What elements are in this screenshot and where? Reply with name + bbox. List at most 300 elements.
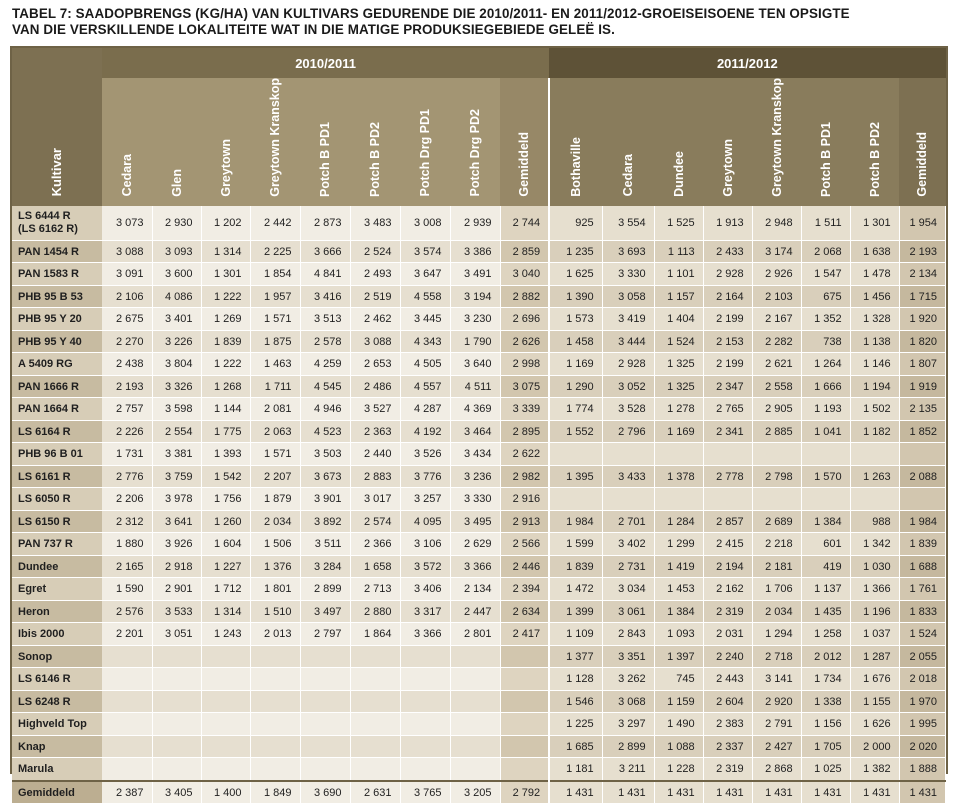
season-header-row [12,48,946,78]
avg-2010-cell: 2 446 [500,555,549,578]
value-2011-cell: 1 258 [801,623,850,646]
table-row [12,263,946,286]
value-2011-cell: 1 377 [549,645,602,668]
value-2010-cell: 3 901 [300,488,350,511]
value-2011-cell: 1 294 [752,623,801,646]
value-2011-cell: 601 [801,533,850,556]
kultivar-cell [12,600,102,623]
value-2011-cell: 1 284 [654,510,703,533]
table-row [12,443,946,466]
col-header-label: Potch B PD2 [867,121,882,197]
kultivar-name-alt: (LS 6162 R) [18,222,78,235]
value-2011-cell: 2 765 [703,398,752,421]
kultivar-name: Dundee [18,560,59,573]
table-row [12,713,946,736]
value-2010-cell: 1 314 [201,240,250,263]
value-2011-cell: 738 [801,330,850,353]
kultivar-cell [12,375,102,398]
value-2010-cell: 3 091 [102,263,152,286]
value-2010-cell: 3 205 [450,781,500,804]
avg-2010-cell: 2 913 [500,510,549,533]
value-2010-cell: 2 713 [350,578,400,601]
col-header-2011-1 [602,78,654,206]
table-row [12,578,946,601]
value-2010-cell [450,758,500,781]
value-2010-cell [400,758,450,781]
value-2010-cell: 4 095 [400,510,450,533]
kultivar-cell [12,206,102,241]
value-2010-cell: 2 901 [152,578,201,601]
value-2011-cell: 1 088 [654,735,703,758]
kultivar-cell [12,240,102,263]
value-2010-cell: 4 505 [400,353,450,376]
avg-2010-cell: 2 895 [500,420,549,443]
value-2011-cell: 1 159 [654,690,703,713]
value-2010-cell: 2 629 [450,533,500,556]
value-2011-cell [549,443,602,466]
value-2010-cell: 2 447 [450,600,500,623]
value-2011-cell: 1 395 [549,465,602,488]
value-2010-cell: 3 574 [400,240,450,263]
value-2010-cell [102,645,152,668]
value-2010-cell: 3 673 [300,465,350,488]
value-2011-cell: 1 552 [549,420,602,443]
avg-2011-cell: 1 852 [899,420,945,443]
col-header-2010-1 [152,78,201,206]
value-2010-cell [152,645,201,668]
table-body [12,206,946,804]
value-2011-cell: 2 031 [703,623,752,646]
value-2010-cell [250,690,300,713]
kultivar-name: Ibis 2000 [18,628,65,641]
value-2011-cell: 2 798 [752,465,801,488]
value-2010-cell [201,645,250,668]
value-2010-cell: 2 106 [102,285,152,308]
value-2010-cell: 2 797 [300,623,350,646]
value-2011-cell: 2 199 [703,308,752,331]
value-2011-cell: 3 174 [752,240,801,263]
avg-2011-cell: 1 807 [899,353,945,376]
value-2011-cell: 1 109 [549,623,602,646]
avg-2010-cell: 2 626 [500,330,549,353]
value-2011-cell: 1 525 [654,206,703,241]
value-2010-cell: 1 957 [250,285,300,308]
value-2010-cell: 2 899 [300,578,350,601]
value-2010-cell: 2 930 [152,206,201,241]
value-2011-cell: 2 282 [752,330,801,353]
value-2011-cell: 1 431 [752,781,801,804]
value-2010-cell [350,668,400,691]
value-2010-cell: 2 486 [350,375,400,398]
value-2010-cell: 3 445 [400,308,450,331]
avg-2011-cell: 1 820 [899,330,945,353]
value-2010-cell: 1 301 [201,263,250,286]
value-2010-cell: 2 918 [152,555,201,578]
value-2010-cell: 1 880 [102,533,152,556]
avg-2011-cell: 2 055 [899,645,945,668]
value-2011-cell: 1 390 [549,285,602,308]
value-2010-cell: 2 387 [102,781,152,804]
value-2010-cell: 1 571 [250,443,300,466]
value-2011-cell [602,488,654,511]
col-header-label: Potch B PD1 [318,121,333,197]
value-2011-cell: 1 676 [850,668,899,691]
value-2011-cell: 3 061 [602,600,654,623]
value-2010-cell: 2 493 [350,263,400,286]
value-2011-cell: 1 338 [801,690,850,713]
value-2011-cell: 2 167 [752,308,801,331]
value-2010-cell: 2 519 [350,285,400,308]
col-header-label: Greytown Kranskop [268,78,283,197]
value-2011-cell: 1 228 [654,758,703,781]
value-2011-cell: 1 196 [850,600,899,623]
value-2011-cell: 1 839 [549,555,602,578]
value-2010-cell: 2 312 [102,510,152,533]
avg-2011-cell: 2 193 [899,240,945,263]
value-2010-cell: 2 939 [450,206,500,241]
avg-2010-cell: 2 622 [500,443,549,466]
value-2010-cell: 3 511 [300,533,350,556]
kultivar-cell [12,735,102,758]
value-2010-cell [300,735,350,758]
value-2011-cell: 1 264 [801,353,850,376]
value-2011-cell: 3 433 [602,465,654,488]
avg-2010-cell [500,668,549,691]
value-2010-cell: 3 926 [152,533,201,556]
kultivar-header [12,48,102,206]
value-2010-cell: 2 363 [350,420,400,443]
value-2010-cell: 1 604 [201,533,250,556]
avg-2010-cell: 2 916 [500,488,549,511]
value-2010-cell [152,735,201,758]
value-2010-cell [350,713,400,736]
value-2010-cell: 2 226 [102,420,152,443]
value-2011-cell: 2 000 [850,735,899,758]
kultivar-cell [12,330,102,353]
value-2010-cell: 3 804 [152,353,201,376]
value-2010-cell [152,690,201,713]
value-2011-cell: 2 791 [752,713,801,736]
value-2010-cell: 1 775 [201,420,250,443]
col-header-label: Bothaville [569,137,584,197]
value-2010-cell: 4 558 [400,285,450,308]
value-2010-cell: 2 270 [102,330,152,353]
value-2011-cell: 2 164 [703,285,752,308]
value-2010-cell: 1 314 [201,600,250,623]
value-2011-cell: 1 290 [549,375,602,398]
value-2010-cell [250,713,300,736]
col-header-label: Greytown [218,139,233,197]
col-header-label: Gemiddeld [517,132,532,197]
value-2010-cell: 2 554 [152,420,201,443]
kultivar-cell [12,578,102,601]
col-header-label: Glen [169,168,184,197]
average-row [12,781,946,804]
value-2011-cell: 1 138 [850,330,899,353]
avg-2010-cell: 2 744 [500,206,549,241]
value-2011-cell: 3 693 [602,240,654,263]
value-2011-cell: 419 [801,555,850,578]
kultivar-cell [12,668,102,691]
kultivar-name: LS 6164 R [18,425,71,438]
value-2011-cell: 1 169 [549,353,602,376]
kultivar-name: PAN 1454 R [18,245,79,258]
value-2010-cell: 2 653 [350,353,400,376]
kultivar-cell [12,465,102,488]
table-row [12,600,946,623]
value-2010-cell: 4 545 [300,375,350,398]
kultivar-name: PAN 1583 R [18,268,79,281]
value-2011-cell: 925 [549,206,602,241]
value-2011-cell [850,488,899,511]
kultivar-cell [12,285,102,308]
value-2011-cell: 1 490 [654,713,703,736]
value-2011-cell: 3 419 [602,308,654,331]
value-2011-cell: 1 397 [654,645,703,668]
table-row [12,465,946,488]
value-2011-cell: 2 885 [752,420,801,443]
kultivar-cell [12,263,102,286]
value-2011-cell: 1 384 [654,600,703,623]
value-2011-cell: 2 843 [602,623,654,646]
value-2010-cell: 3 381 [152,443,201,466]
value-2011-cell: 1 193 [801,398,850,421]
value-2010-cell: 3 401 [152,308,201,331]
value-2011-cell: 1 301 [850,206,899,241]
avg-2011-cell: 1 839 [899,533,945,556]
value-2010-cell [400,690,450,713]
value-2011-cell: 1 137 [801,578,850,601]
value-2010-cell: 1 712 [201,578,250,601]
value-2011-cell: 1 913 [703,206,752,241]
value-2011-cell: 1 278 [654,398,703,421]
value-2010-cell: 1 590 [102,578,152,601]
value-2010-cell: 3 284 [300,555,350,578]
value-2010-cell: 1 400 [201,781,250,804]
value-2010-cell: 1 711 [250,375,300,398]
value-2010-cell: 1 243 [201,623,250,646]
value-2011-cell: 1 182 [850,420,899,443]
value-2011-cell: 1 384 [801,510,850,533]
value-2011-cell: 1 101 [654,263,703,286]
col-header-2010-4 [300,78,350,206]
value-2011-cell: 2 103 [752,285,801,308]
value-2010-cell: 3 495 [450,510,500,533]
value-2010-cell: 3 416 [300,285,350,308]
value-2011-cell: 2 181 [752,555,801,578]
season-2011-header: 2011/2012 [549,48,945,78]
kultivar-cell [12,353,102,376]
value-2011-cell: 3 351 [602,645,654,668]
value-2010-cell: 2 578 [300,330,350,353]
value-2011-cell: 1 472 [549,578,602,601]
value-2010-cell: 3 088 [102,240,152,263]
value-2011-cell: 1 524 [654,330,703,353]
value-2010-cell: 1 227 [201,555,250,578]
value-2010-cell: 4 841 [300,263,350,286]
value-2010-cell [400,713,450,736]
yield-table-frame [10,46,948,799]
value-2010-cell: 3 640 [450,353,500,376]
kultivar-cell [12,308,102,331]
value-2011-cell: 1 194 [850,375,899,398]
col-header-2011-2 [654,78,703,206]
value-2011-cell: 2 319 [703,600,752,623]
value-2011-cell: 1 458 [549,330,602,353]
avg-2011-cell: 2 020 [899,735,945,758]
value-2010-cell [450,645,500,668]
value-2010-cell: 3 464 [450,420,500,443]
value-2011-cell [801,488,850,511]
value-2010-cell: 2 206 [102,488,152,511]
value-2010-cell: 3 600 [152,263,201,286]
avg-2011-cell [899,443,945,466]
kultivar-cell [12,555,102,578]
value-2011-cell: 1 570 [801,465,850,488]
value-2010-cell: 3 073 [102,206,152,241]
value-2010-cell: 3 598 [152,398,201,421]
col-header-2011-5 [801,78,850,206]
value-2010-cell: 3 572 [400,555,450,578]
value-2010-cell [300,690,350,713]
table-row [12,510,946,533]
value-2010-cell: 1 658 [350,555,400,578]
value-2010-cell: 1 790 [450,330,500,353]
avg-2010-cell: 2 982 [500,465,549,488]
kultivar-name: Heron [18,605,50,618]
value-2011-cell: 2 012 [801,645,850,668]
value-2010-cell: 2 462 [350,308,400,331]
avg-2010-cell [500,645,549,668]
value-2010-cell [300,758,350,781]
avg-2011-cell: 1 920 [899,308,945,331]
avg-2011-cell: 1 431 [899,781,945,804]
value-2010-cell: 2 675 [102,308,152,331]
value-2010-cell: 2 165 [102,555,152,578]
value-2011-cell: 2 558 [752,375,801,398]
avg-2011-cell: 1 888 [899,758,945,781]
avg-2011-cell: 1 954 [899,206,945,241]
col-header-2010-7 [450,78,500,206]
value-2011-cell [752,488,801,511]
avg-2011-cell: 1 715 [899,285,945,308]
avg-2011-cell: 1 995 [899,713,945,736]
table-row [12,690,946,713]
value-2010-cell: 2 883 [350,465,400,488]
kultivar-name: Gemiddeld [18,786,75,799]
col-header-label: Cedara [120,154,135,197]
value-2010-cell: 3 051 [152,623,201,646]
value-2010-cell: 3 406 [400,578,450,601]
value-2010-cell: 3 366 [450,555,500,578]
value-2010-cell: 2 873 [300,206,350,241]
value-2011-cell: 988 [850,510,899,533]
kultivar-name: Knap [18,740,46,753]
value-2010-cell: 1 222 [201,285,250,308]
value-2010-cell: 1 260 [201,510,250,533]
value-2010-cell [201,690,250,713]
kultivar-cell [12,645,102,668]
col-header-2011-4 [752,78,801,206]
value-2011-cell [752,443,801,466]
value-2010-cell: 1 731 [102,443,152,466]
value-2010-cell: 2 438 [102,353,152,376]
value-2011-cell: 3 211 [602,758,654,781]
value-2010-cell [152,713,201,736]
value-2010-cell: 4 259 [300,353,350,376]
value-2011-cell: 675 [801,285,850,308]
value-2010-cell: 2 524 [350,240,400,263]
value-2011-cell: 1 666 [801,375,850,398]
value-2011-cell: 2 731 [602,555,654,578]
value-2011-cell: 1 382 [850,758,899,781]
value-2010-cell [102,690,152,713]
value-2011-cell: 1 325 [654,375,703,398]
value-2011-cell: 2 718 [752,645,801,668]
kultivar-name: Egret [18,583,47,596]
col-header-2011-6 [850,78,899,206]
table-row [12,240,946,263]
table-row [12,353,946,376]
value-2010-cell: 1 571 [250,308,300,331]
avg-2011-cell [899,488,945,511]
value-2011-cell: 3 554 [602,206,654,241]
value-2011-cell: 1 435 [801,600,850,623]
value-2010-cell: 3 491 [450,263,500,286]
value-2011-cell: 1 113 [654,240,703,263]
value-2010-cell: 4 946 [300,398,350,421]
value-2010-cell: 2 134 [450,578,500,601]
value-2010-cell: 3 892 [300,510,350,533]
value-2011-cell: 1 225 [549,713,602,736]
value-2010-cell: 2 034 [250,510,300,533]
value-2011-cell: 1 511 [801,206,850,241]
value-2011-cell: 3 444 [602,330,654,353]
value-2011-cell: 3 330 [602,263,654,286]
value-2011-cell: 1 984 [549,510,602,533]
value-2011-cell: 3 052 [602,375,654,398]
value-2010-cell: 3 017 [350,488,400,511]
value-2011-cell: 1 546 [549,690,602,713]
value-2011-cell: 2 868 [752,758,801,781]
avg-2010-cell: 2 634 [500,600,549,623]
value-2010-cell [102,735,152,758]
value-2011-cell: 2 319 [703,758,752,781]
value-2010-cell: 2 225 [250,240,300,263]
value-2010-cell: 3 088 [350,330,400,353]
col-header-2010-5 [350,78,400,206]
value-2010-cell: 1 839 [201,330,250,353]
value-2010-cell: 3 526 [400,443,450,466]
col-header-label: Potch B PD2 [368,121,383,197]
col-header-2011-3 [703,78,752,206]
value-2010-cell: 4 523 [300,420,350,443]
value-2010-cell: 4 557 [400,375,450,398]
value-2010-cell: 3 978 [152,488,201,511]
table-row [12,645,946,668]
value-2011-cell: 1 685 [549,735,602,758]
kultivar-name: PAN 1666 R [18,380,79,393]
value-2010-cell [102,668,152,691]
value-2011-cell [801,443,850,466]
value-2011-cell: 2 034 [752,600,801,623]
value-2011-cell: 1 235 [549,240,602,263]
value-2010-cell [450,735,500,758]
table-title [12,6,952,38]
kultivar-name: PHB 96 B 01 [18,448,83,461]
kultivar-name: PAN 1664 R [18,403,79,416]
value-2010-cell: 3 759 [152,465,201,488]
